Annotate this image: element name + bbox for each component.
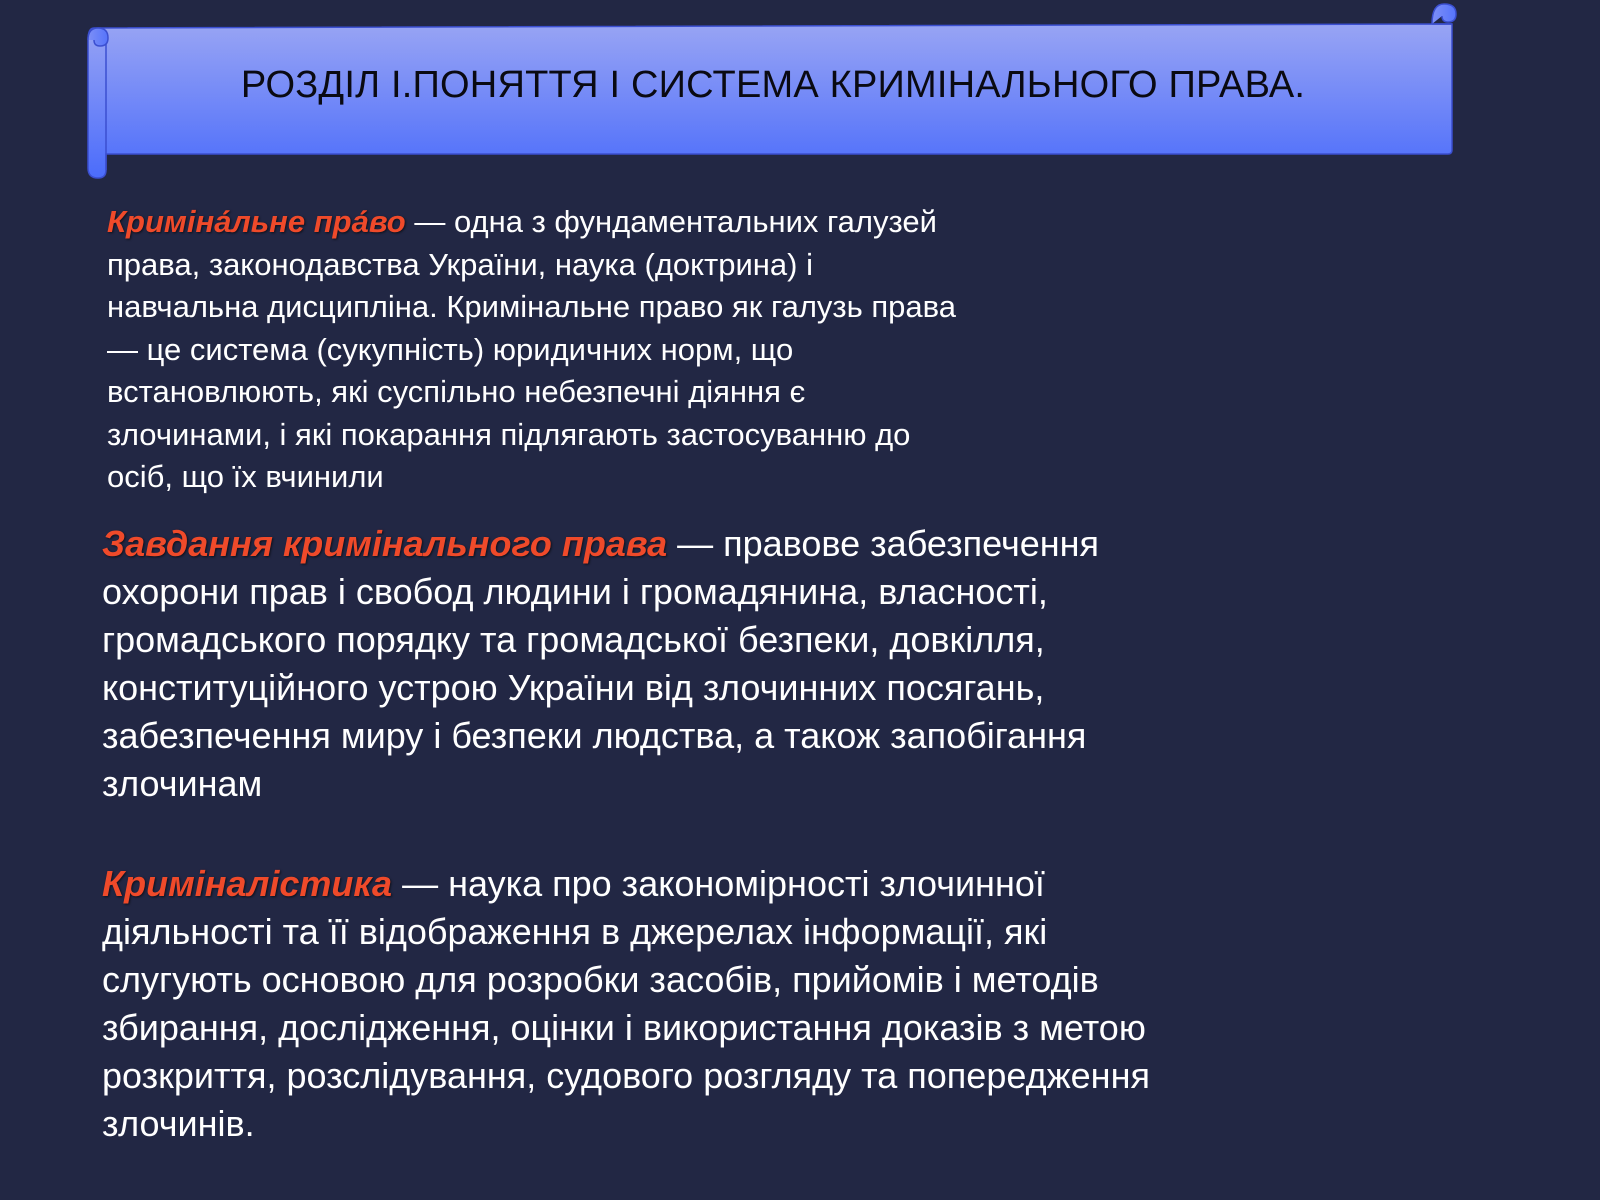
term-tasks: Завдання кримінального права bbox=[102, 523, 668, 564]
definition-tasks bbox=[102, 520, 1182, 808]
title-banner bbox=[86, 20, 1460, 154]
slide-title: РОЗДІЛ І.ПОНЯТТЯ І СИСТЕМА КРИМІНАЛЬНОГО ПРАВА. bbox=[240, 64, 1306, 106]
term-criminal-law: Криміна́льне пра́во bbox=[107, 204, 406, 239]
definition-criminal-law bbox=[107, 201, 967, 499]
definition-tasks-text: — правове забезпечення охорони прав і свобод людини і громадянина, власності, громадського порядку та громадської безпеки, довкілля, конституційного устрою України від злочинних посягань, забезпечення миру і безпеки людства, а також запобігання злочинам bbox=[102, 523, 1099, 804]
term-forensics: Криміналістика bbox=[102, 863, 393, 904]
definition-forensics bbox=[102, 860, 1192, 1148]
definition-forensics-text: — наука про закономірності злочинної діяльності та її відображення в джерелах інформації, які слугують основою для розробки засобів, прийомів і методів збирання, дослідження, оцінки і використання доказів з метою розкриття, розслідування, судового розгляду та попередження злочинів. bbox=[102, 863, 1150, 1144]
definition-criminal-law-text: — одна з фундаментальних галузей права, законодавства України, наука (доктрина) і навчальна дисципліна. Кримінальне право як галузь права — це система (сукупність) юридичних норм, що встановлюють, які суспільно небезпечні діяння є злочинами, і які покарання підлягають застосуванню до осіб, що їх вчинили bbox=[107, 204, 957, 494]
